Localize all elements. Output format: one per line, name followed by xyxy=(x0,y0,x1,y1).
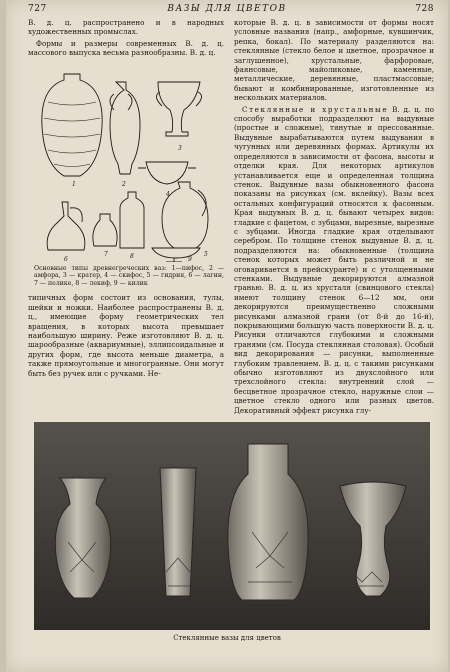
figure-label-6: 6 xyxy=(64,255,68,262)
figure-label-9: 9 xyxy=(188,255,192,262)
krater-drawing xyxy=(158,82,200,136)
figure-label-4: 4 xyxy=(166,190,170,198)
right-paragraph-2 xyxy=(234,105,434,415)
amphora-drawing xyxy=(110,82,140,174)
pithos-drawing xyxy=(42,74,102,176)
page-number-right: 728 xyxy=(415,4,434,14)
skyphos-drawing xyxy=(146,162,188,184)
running-header-title: ВАЗЫ ДЛЯ ЦВЕТОВ xyxy=(167,4,287,14)
right-column xyxy=(234,18,434,417)
figure-label-3: 3 xyxy=(178,144,182,152)
figure-label-7: 7 xyxy=(104,250,108,258)
glass-vases-photo xyxy=(34,422,430,630)
left-paragraph-1: В. д. ц. распространено и в народных художественных промыслах. xyxy=(28,18,224,37)
greek-vases-illustration xyxy=(28,62,224,262)
left-paragraph-2: Формы и размеры современных В. д. ц. массового выпуска весьма разнообразны. В. д. ц. xyxy=(28,38,224,58)
photo-vase-2 xyxy=(160,468,196,596)
left-column xyxy=(28,18,224,380)
figure-label-1: 1 xyxy=(72,180,76,188)
right-paragraph-2-body: В. д. ц. по способу выработки подразделяют на выдувные (простые и сложные), тянутые и прессованные. Выдувные вырабатываются путем выдувания в чугунных или деревянных формах. Артикулы их определяются в зависимости от фасона, высоты и отделки края. Для некоторых артикулов устанавливается еще и определенная толщина стенок. Выдувные вазы обыкновенного фасона показаны на рисунках (см. вклейку). Вазы всех остальных конфигураций относятся к фасонным. Края выдувных В. д. ц. бывают четырех видов: гладкие с фацетом, с зубцами, вырезные, вырезные с зубцами. Иногда гладкие края отделывают серебром. По толщине стенок выдувные В. д. ц. подразделяются на: обыкновенные (толщина стенок которых может быть различной и не оговаривается в прейскуранте) и с утолщенными стенками. Выдувные декорируются алмазной гранью. В. д. ц. из хрусталя (свинцового стекла) имеют толщину стенок 6—12 мм, они декорируются преимущественно сложными рисунками алмазной грани (от 8-й до 16-й), покрывающими большую часть поверхности В. д. ц. Рисунки отличаются глубокими и сложными гранями (см. Посуда стеклянная столовая). Особый вид декорирования — рисунки, выполненные глубоким травлением. В. д. ц. с такими рисунками обычно изготовляют из двухслойного или трехслойного стекла: внутренний слой — бесцветное прозрачное стекло, наружные слои — цветное стекло одного или разных цветов. Декоративный эффект рисунка глу- xyxy=(234,104,434,415)
glass-vases-image xyxy=(34,422,430,630)
figure-label-8: 8 xyxy=(130,252,134,260)
figure-caption: Основные типы древнегреческих ваз: 1—пифос, 2 — амфора, 3 — кратер, 4 — скифос, 5 — гидрия, 6 — лагин, 7 — пелике, 8 — лекиф, 9 — килик xyxy=(34,264,224,287)
pithos-bands xyxy=(44,102,100,167)
section-lead-term: Стеклянные и хрустальные xyxy=(242,104,389,114)
photo-caption: Стеклянные вазы для цветов xyxy=(173,634,281,642)
figure-label-2: 2 xyxy=(122,180,126,188)
right-paragraph-1: которые В. д. ц. в зависимости от формы носят условные названия (напр., амфорные, кувшинчик, репка, бокал). По материалу разделяются на: стеклянные (стекло белое и цветное, прозрачное и заглушенное), хрустальные, фарфоровые, фаянсовые, майоликовые, каменные, металлические, деревянные, пластмассовые; бывают и комбинированные, изготовленные из нескольких материалов. xyxy=(234,18,434,103)
lekythos-drawing xyxy=(120,192,144,248)
book-page xyxy=(6,0,448,672)
greek-vases-figure xyxy=(28,62,224,262)
left-paragraph-3: типичных форм состоит из основания, тулы, шейки и ножки. Наиболее распространены В. д. ц., имеющие форму геометрических тел вращения, в которых высота превышает наибольшую ширину. Реже изготовляют В. д. ц. шарообразные (аквариумные), эллипсоидальные и других форм, где высота меньше диаметра, а также прямоугольные и многогранные. Они могут быть без ручек или с ручками. Не- xyxy=(28,293,224,378)
page-number-left: 727 xyxy=(28,4,47,14)
figure-label-5: 5 xyxy=(204,250,208,258)
kylix-drawing xyxy=(152,248,200,258)
pelike-drawing xyxy=(93,214,117,246)
